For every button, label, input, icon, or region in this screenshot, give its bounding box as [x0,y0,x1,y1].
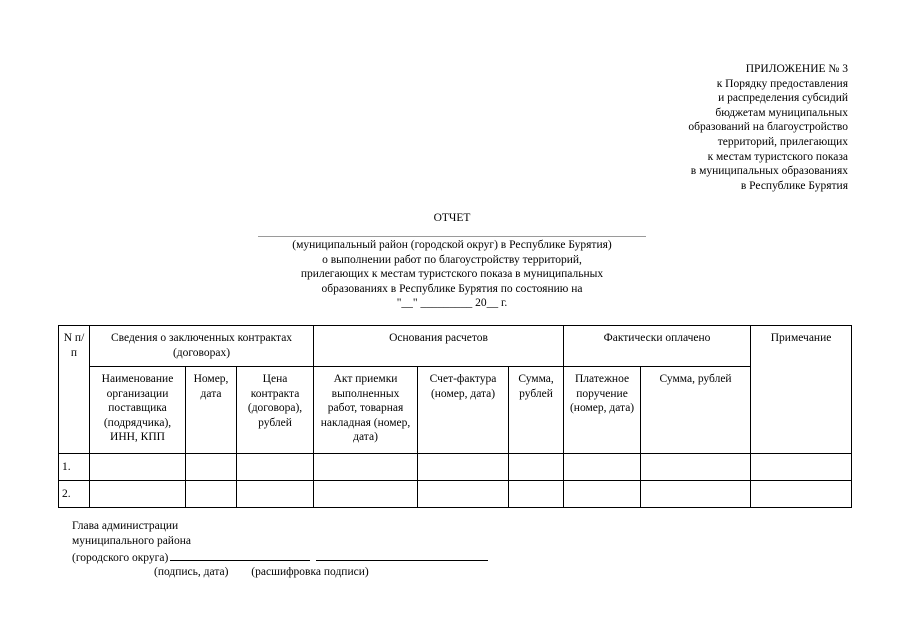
table-cell [314,481,418,508]
table-cell [641,454,751,481]
table-cell [90,454,186,481]
table-cell [751,454,852,481]
report-description [258,238,646,311]
table-cell [186,454,237,481]
table-cell [641,481,751,508]
description-line: образованиях в Республике Бурятия по состоянию на [321,282,583,295]
municipality-fill-line [258,236,646,237]
appendix-line: в муниципальных образованиях [690,165,848,178]
table-row [59,481,852,508]
header-contracts: Сведения о заключенных контрактах (договорах) [90,326,314,367]
signature-line: муниципального района [72,535,191,548]
row-number: 1. [59,454,90,481]
table-cell [751,481,852,508]
table-cell [509,481,564,508]
description-line: прилегающих к местам туристского показа в муниципальных [300,268,604,281]
row-number: 2. [59,481,90,508]
signature-line: (городского округа) [72,552,169,565]
signature-line: Глава администрации [72,520,179,532]
report-title: ОТЧЕТ [433,212,471,224]
header-num: N п/п [59,326,90,454]
description-line: (муниципальный район (городской округ) в Республике Бурятия) [292,239,612,251]
appendix-line: и распределения субсидий [718,92,848,105]
appendix-line: образований на благоустройство [688,121,848,134]
signature-caption: (подпись, дата) [154,566,229,578]
subheader-price: Цена контракта (договора), рублей [237,367,314,454]
header-note: Примечание [751,326,852,454]
subheader-act: Акт приемки выполненных работ, товарная накладная (номер, дата) [314,367,418,454]
table-cell [237,454,314,481]
table-cell [186,481,237,508]
appendix-line: ПРИЛОЖЕНИЕ № 3 [745,63,848,75]
subheader-payment-order: Платежное поручение (номер, дата) [564,367,641,454]
appendix-line: бюджетам муниципальных [715,106,848,119]
table-cell [314,454,418,481]
subheader-invoice: Счет-фактура (номер, дата) [418,367,509,454]
appendix-line: к Порядку предоставления [716,77,848,90]
report-date-line: "__" _________ 20__ г. [396,297,508,310]
signature-field [170,549,310,561]
table-cell [90,481,186,508]
subheader-supplier: Наименование организации поставщика (подрядчика), ИНН, КПП [90,367,186,454]
description-line: о выполнении работ по благоустройству территорий, [322,253,582,266]
signature-decode-field [316,549,488,561]
table-cell [418,481,509,508]
signature-decode-caption: (расшифровка подписи) [251,566,369,578]
report-table [58,325,852,508]
appendix-block [560,62,848,193]
appendix-line: территорий, прилегающих [717,135,848,148]
table-cell [509,454,564,481]
appendix-line: в Республике Бурятия [740,179,848,192]
table-cell [237,481,314,508]
subheader-sum: Сумма, рублей [509,367,564,454]
header-basis: Основания расчетов [314,326,564,367]
appendix-line: к местам туристского показа [707,150,848,163]
subheader-paid-sum: Сумма, рублей [641,367,751,454]
signature-block [72,519,488,567]
header-paid: Фактически оплачено [564,326,751,367]
table-cell [564,481,641,508]
signature-row [72,549,488,566]
subheader-number-date: Номер, дата [186,367,237,454]
signature-captions [154,566,369,578]
table-cell [564,454,641,481]
table-row [59,454,852,481]
table-cell [418,454,509,481]
